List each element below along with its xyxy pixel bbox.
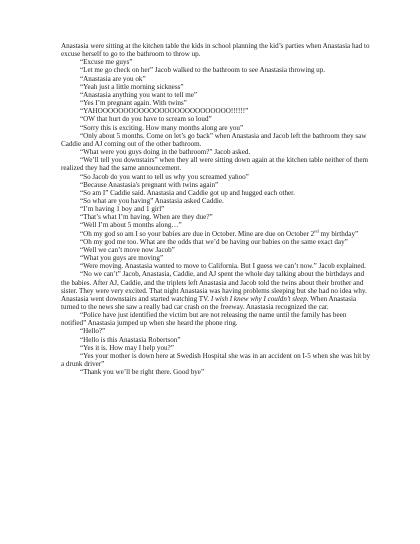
- paragraph-13: “We’ll tell you downstairs” when they all were sitting down again at the kitchen table neither of them realized they had the same announcement.: [61, 156, 369, 173]
- paragraph-14: “So Jacob do you want to tell us why you screamed yahoo”: [80, 172, 249, 181]
- paragraph-9: “OW that hurt do you have to scream so loud”: [80, 115, 212, 124]
- paragraph-15: “Because Anastasia's pregnant with twins again”: [80, 180, 219, 189]
- paragraph-30: “Yes it is. How may I help you?”: [80, 343, 174, 352]
- paragraph-7: “Yes I’m pregnant again. With twins”: [80, 99, 187, 108]
- paragraph-11: “Only about 5 months. Come on let’s go back” when Anastasia and Jacob left the bathroom they saw Caddie and AJ coming out of the other bathroom.: [61, 131, 367, 148]
- paragraph-21-text-a: “Oh my god so am I so your babies are due in October. Mine are due on October 2: [80, 229, 315, 238]
- paragraph-24: “What you guys are moving”: [80, 254, 164, 263]
- paragraph-28: “Hello?”: [80, 327, 106, 336]
- paragraph-8: “YAHOOOOOOOOOOOOOOOOOOOOOOOOOO!!!!!!”: [80, 107, 249, 116]
- paragraph-12: “What were you guys doing in the bathroom?” Jacob asked.: [80, 148, 251, 157]
- paragraph-25: “Were moving. Anastasia wanted to move to California. But I guess we can’t now.” Jacob explained.: [80, 262, 366, 271]
- paragraph-4: “Anastasia are you ok”: [80, 74, 146, 83]
- paragraph-16: “So am I” Caddie said. Anastasia and Caddie got up and hugged each other.: [80, 188, 295, 197]
- paragraph-17: “So what are you having” Anastasia asked Caddie.: [80, 196, 224, 205]
- paragraph-26: [61, 270, 372, 311]
- paragraph-20: “Well I’m about 5 months along…”: [80, 221, 182, 230]
- paragraph-1: Anastasia were sitting at the kitchen table the kids in school planning the kid’s parties when Anastasia had to excuse herself to go to the bathroom to throw up.: [61, 42, 370, 59]
- paragraph-26-text-a: “No we can’t” Jacob, Anastasia, Caddie, and AJ spent the whole day talking about the birthdays and the babies. After AJ, Caddie, and the triplets left Anastasia and Jacob told the twins about their brother and sister. They were very excited. That night Anastasia was having problems sleeping but she had no idea why. Anastasia went downstairs and started watching TV.: [61, 270, 367, 303]
- paragraph-27: “Police have just identified the victim but are not releasing the name until the family has been notified” Anastasia jumped up when she heard the phone ring.: [61, 311, 347, 328]
- paragraph-26-text-b: When Anastasia turned to the news she saw a really bad car crash on the freeway. Anastasia recognized the car.: [61, 294, 357, 311]
- paragraph-6: “Anastasia anything you want to tell me”: [80, 90, 198, 99]
- paragraph-10: “Sorry this is exciting. How many months along are you”: [80, 123, 244, 132]
- paragraph-32: “Thank you we’ll be right there. Good bye”: [80, 368, 205, 377]
- paragraph-31: “Yes your mother is down here at Swedish Hospital she was in an accident on I-5 when she was hit by a drunk driver”: [61, 351, 371, 369]
- paragraph-19: “That’s what I’m having. When are they due?”: [80, 213, 213, 222]
- ordinal-suffix: nd: [314, 228, 319, 234]
- paragraph-29: “Hello is this Anastasia Robertson”: [80, 335, 181, 344]
- paragraph-21: [61, 230, 372, 238]
- paragraph-22: “Oh my god me too. What are the odds that we’d be having our babies on the same exact day”: [80, 237, 348, 246]
- italic-thought: I wish I knew why I couldn’t sleep.: [210, 294, 309, 303]
- paragraph-5: “Yeah just a little morning sickness”: [80, 82, 184, 91]
- paragraph-23: “Well we can’t move now Jacob”: [80, 245, 175, 254]
- paragraph-21-text-b: my birthday”: [318, 229, 359, 238]
- paragraph-3: “Let me go check on her” Jacob walked to the bathroom to see Anastasia throwing up.: [80, 66, 326, 75]
- paragraph-18: “I’m having 1 boy and 1 girl”: [80, 205, 165, 214]
- paragraph-2: “Excuse me guys”: [80, 58, 133, 67]
